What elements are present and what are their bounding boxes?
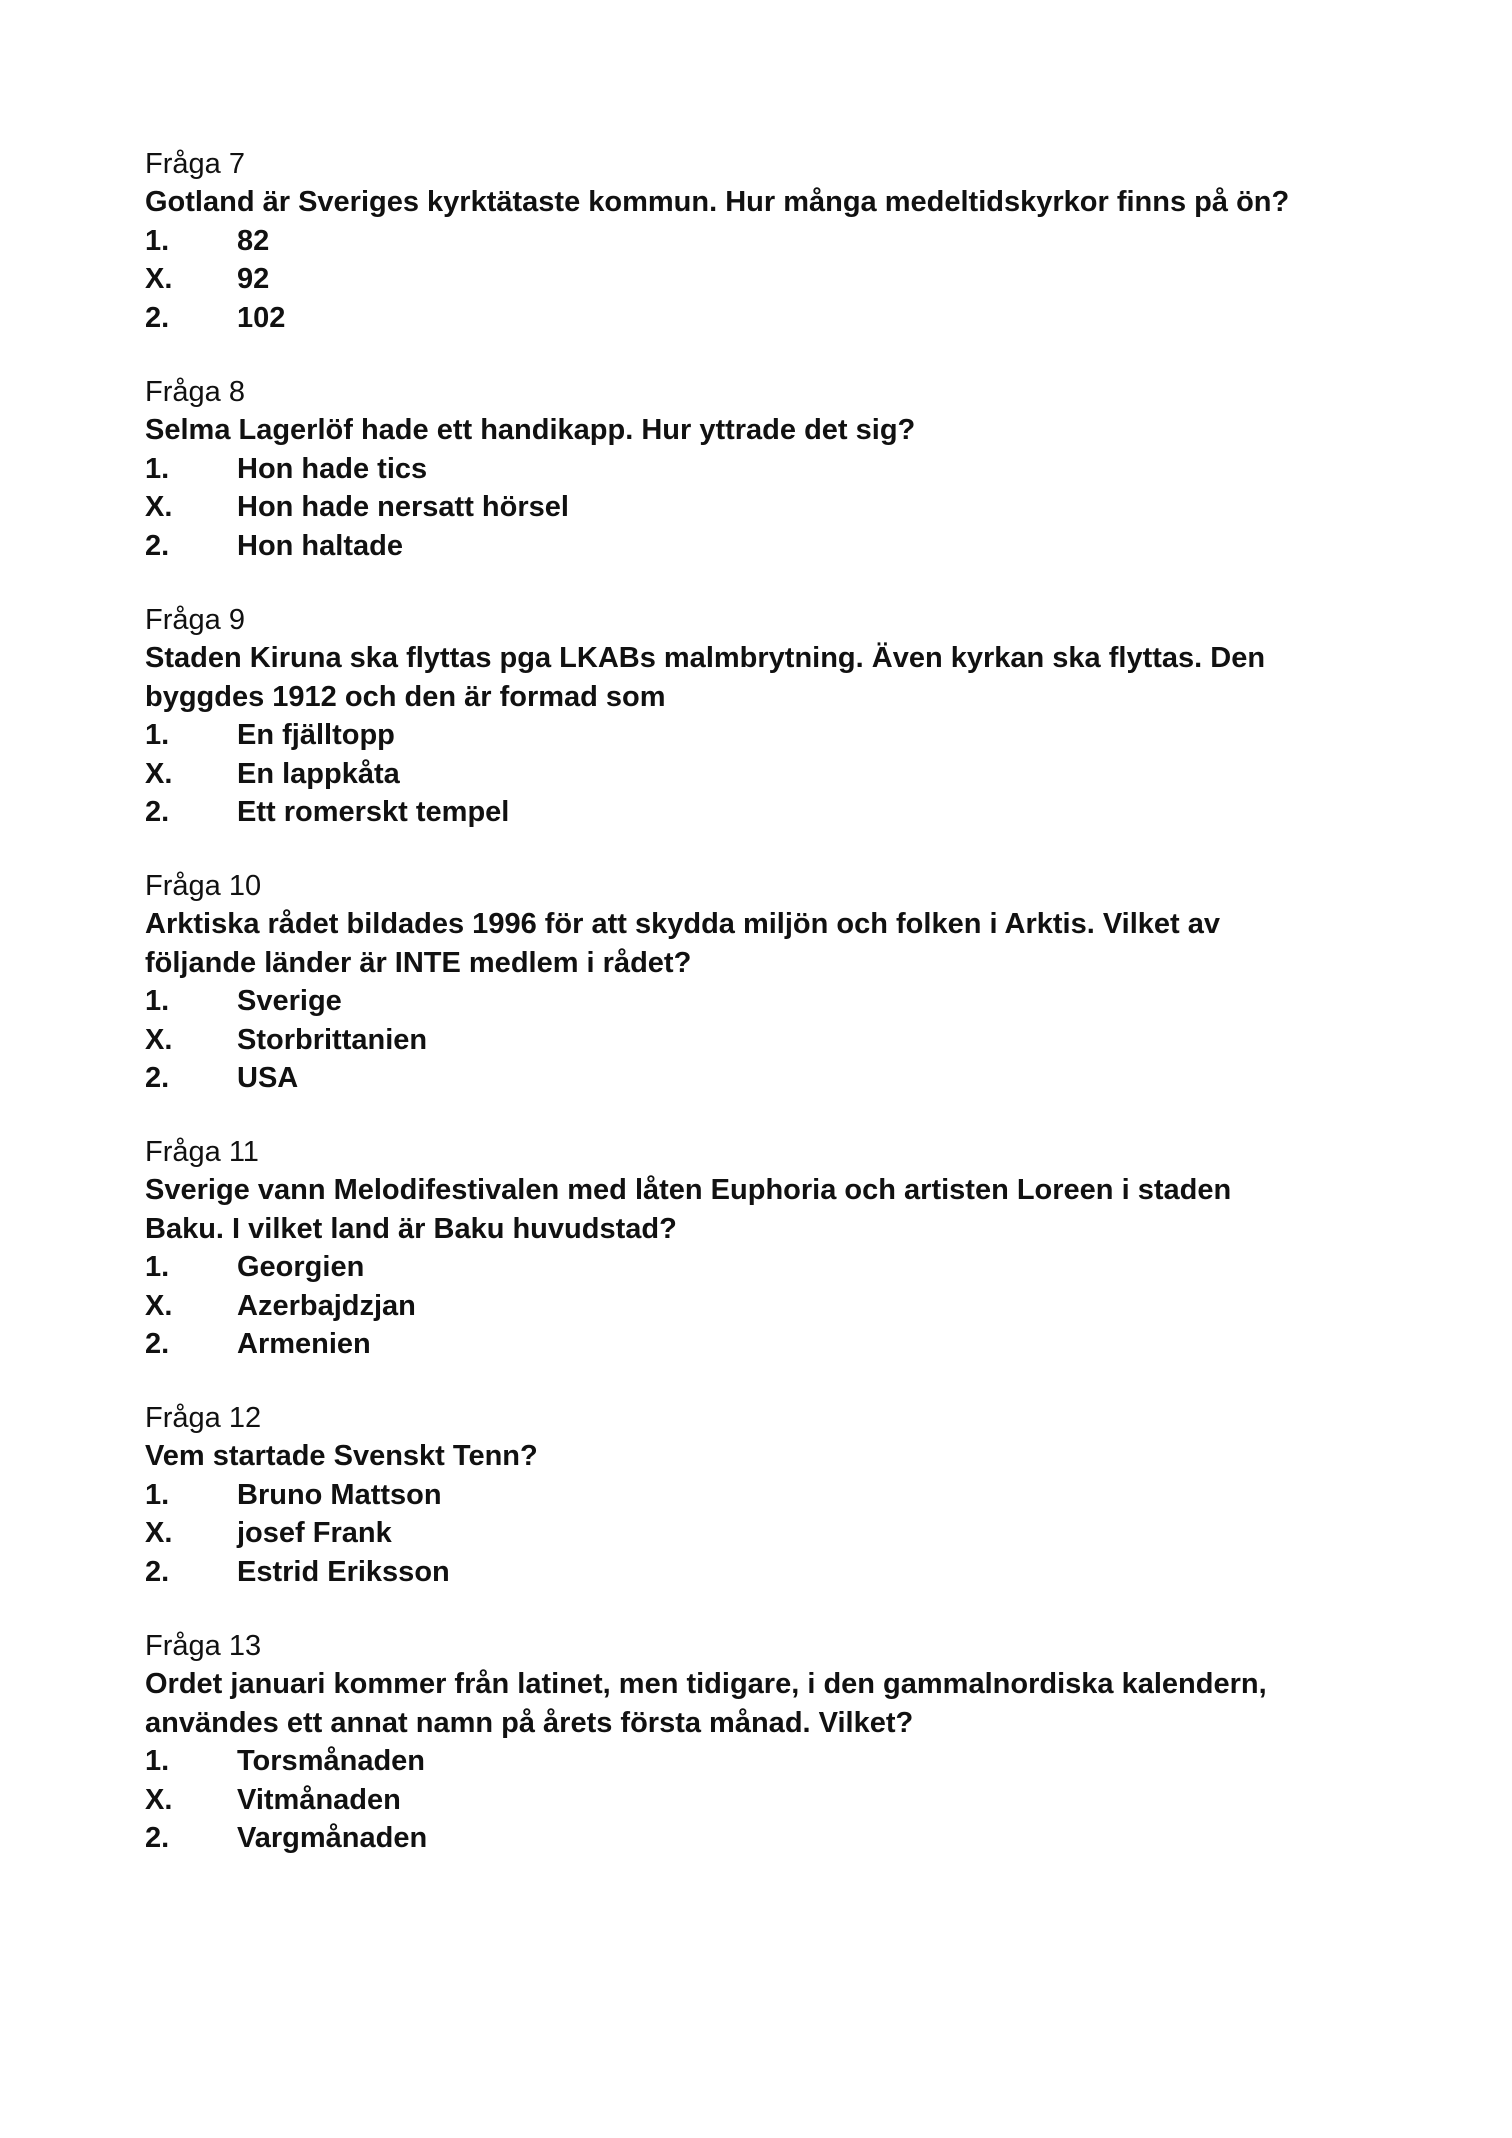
question-number: Fråga 11 — [145, 1136, 259, 1168]
answer-option-x — [145, 1781, 1405, 1820]
question-10 — [145, 867, 1405, 1098]
question-text-line: Gotland är Sveriges kyrktätaste kommun. Hur många medeltidskyrkor finns på ön? — [145, 186, 1290, 218]
option-key: X. — [145, 1783, 173, 1816]
option-key: X. — [145, 491, 173, 523]
question-text-line: Baku. I vilket land är Baku huvudstad? — [145, 1212, 677, 1245]
option-text: 92 — [237, 263, 270, 295]
option-key: X. — [145, 1517, 173, 1549]
question-text-line: Vem startade Svenskt Tenn? — [145, 1440, 538, 1472]
question-text — [145, 1437, 1405, 1476]
answer-option-x — [145, 260, 1405, 299]
option-key: 1. — [145, 452, 170, 485]
option-key: 1. — [145, 719, 170, 751]
question-text — [145, 411, 1405, 450]
question-text-line: Staden Kiruna ska flyttas pga LKABs malmbrytning. Även kyrkan ska flyttas. Den — [145, 642, 1266, 674]
question-text-line: användes ett annat namn på årets första månad. Vilket? — [145, 1706, 914, 1739]
option-key: 2. — [145, 1062, 170, 1094]
option-key: 2. — [145, 1555, 170, 1588]
option-key: 1. — [145, 1478, 170, 1511]
option-key: 1. — [145, 1745, 170, 1777]
answer-option-2 — [145, 1553, 1405, 1592]
option-key: 2. — [145, 796, 170, 828]
question-text-line: Sverige vann Melodifestivalen med låten Euphoria och artisten Loreen i staden — [145, 1174, 1232, 1206]
question-text — [145, 1665, 1405, 1742]
question-number: Fråga 12 — [145, 1402, 262, 1434]
option-text: Sverige — [237, 985, 342, 1017]
answer-option-2 — [145, 299, 1405, 338]
question-text — [145, 905, 1405, 982]
question-text — [145, 1171, 1405, 1248]
question-text-line: byggdes 1912 och den är formad som — [145, 680, 666, 713]
question-12 — [145, 1399, 1405, 1591]
option-text: Georgien — [237, 1251, 365, 1283]
question-text — [145, 639, 1405, 716]
answer-option-2 — [145, 1325, 1405, 1364]
option-text: 82 — [237, 224, 270, 257]
option-text: josef Frank — [237, 1517, 392, 1549]
answer-option-1 — [145, 1742, 1405, 1781]
answer-option-x — [145, 1021, 1405, 1060]
question-number: Fråga 10 — [145, 870, 262, 902]
question-8 — [145, 373, 1405, 565]
option-text: Vitmånaden — [237, 1783, 401, 1816]
question-13 — [145, 1627, 1405, 1858]
option-key: 1. — [145, 224, 170, 257]
answer-option-2 — [145, 793, 1405, 832]
answer-option-2 — [145, 1819, 1405, 1858]
option-key: X. — [145, 263, 173, 295]
option-key: 1. — [145, 1251, 170, 1283]
answer-option-x — [145, 1287, 1405, 1326]
answer-option-1 — [145, 222, 1405, 261]
option-key: 1. — [145, 985, 170, 1017]
question-text-line: Arktiska rådet bildades 1996 för att skydda miljön och folken i Arktis. Vilket av — [145, 908, 1220, 940]
option-key: 2. — [145, 1822, 170, 1854]
option-text: Torsmånaden — [237, 1745, 426, 1777]
question-text-line: följande länder är INTE medlem i rådet? — [145, 946, 692, 979]
option-text: Hon hade nersatt hörsel — [237, 491, 569, 523]
option-key: X. — [145, 1289, 173, 1322]
answer-option-1 — [145, 982, 1405, 1021]
option-text: Ett romerskt tempel — [237, 796, 510, 828]
answer-option-1 — [145, 1476, 1405, 1515]
question-7 — [145, 145, 1405, 337]
answer-option-x — [145, 755, 1405, 794]
option-key: 2. — [145, 1328, 170, 1360]
question-number: Fråga 7 — [145, 148, 245, 180]
option-key: X. — [145, 1023, 173, 1056]
question-11 — [145, 1133, 1405, 1364]
option-key: X. — [145, 757, 173, 790]
question-text — [145, 183, 1405, 222]
answer-option-2 — [145, 527, 1405, 566]
answer-option-x — [145, 488, 1405, 527]
question-9 — [145, 601, 1405, 832]
option-text: Hon haltade — [237, 529, 403, 562]
question-text-line: Selma Lagerlöf hade ett handikapp. Hur yttrade det sig? — [145, 414, 916, 446]
answer-option-1 — [145, 450, 1405, 489]
option-text: Vargmånaden — [237, 1822, 428, 1854]
option-key: 2. — [145, 529, 170, 562]
option-text: Hon hade tics — [237, 452, 428, 485]
option-text: Azerbajdzjan — [237, 1289, 416, 1322]
question-number: Fråga 8 — [145, 376, 245, 408]
option-key: 2. — [145, 301, 170, 334]
answer-option-x — [145, 1514, 1405, 1553]
answer-option-2 — [145, 1059, 1405, 1098]
answer-option-1 — [145, 1248, 1405, 1287]
option-text: 102 — [237, 301, 286, 334]
question-number: Fråga 13 — [145, 1630, 262, 1662]
answer-option-1 — [145, 716, 1405, 755]
option-text: USA — [237, 1062, 299, 1094]
question-number: Fråga 9 — [145, 604, 245, 636]
option-text: Estrid Eriksson — [237, 1555, 450, 1588]
option-text: En lappkåta — [237, 757, 400, 790]
option-text: Bruno Mattson — [237, 1478, 442, 1511]
question-text-line: Ordet januari kommer från latinet, men tidigare, i den gammalnordiska kalendern, — [145, 1668, 1267, 1700]
option-text: Storbrittanien — [237, 1023, 428, 1056]
option-text: Armenien — [237, 1328, 371, 1360]
option-text: En fjälltopp — [237, 719, 395, 751]
